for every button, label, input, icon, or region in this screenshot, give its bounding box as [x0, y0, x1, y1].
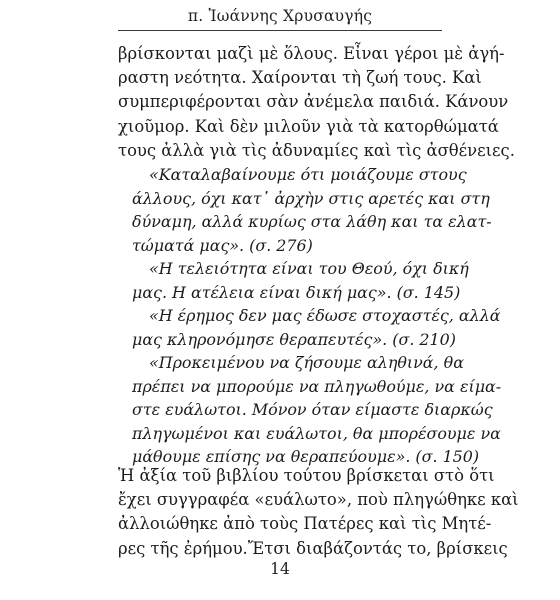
running-header: π. Ἰωάννης Χρυσαυγής — [187, 7, 373, 25]
quote-block — [132, 351, 502, 469]
quote-line: στε ευάλωτοι. Μόνον όταν είμαστε διαρκώς — [132, 400, 493, 420]
quote-line: «Η τελειότητα είναι του Θεού, όχι δική — [149, 259, 469, 278]
closing-paragraph — [118, 464, 519, 561]
quote-line: «Η έρημος δεν μας έδωσε στοχαστές, αλλά — [149, 306, 501, 325]
quote-block — [132, 304, 501, 351]
text-line: συμπεριφέρονται σὰν ἀνέμελα παιδιά. Κάνουν — [118, 92, 509, 112]
quote-line: δύναμη, αλλά κυρίως στα λάθη και τα ελατ- — [132, 212, 492, 232]
text-line: χιοῦμορ. Καὶ δὲν μιλοῦν γιὰ τὰ κατορθώματά — [118, 116, 499, 136]
text-line: ἔχει συγγραφέα «ευάλωτο», ποὺ πληγώθηκε καὶ — [118, 490, 519, 510]
text-line: τους ἀλλὰ γιὰ τὶς ἀδυναμίες καὶ τὶς ἀσθένειες. — [118, 140, 515, 160]
quote-line: «Καταλαβαίνουμε ότι μοιάζουμε στους — [149, 165, 467, 184]
quote-line: μάθουμε επίσης να θεραπεύουμε». (σ. 150) — [132, 447, 480, 467]
text-line: ραστη νεότητα. Χαίρονται τὴ ζωή τους. Καὶ — [118, 68, 482, 88]
text-line: Ἡ ἀξία τοῦ βιβλίου τούτου βρίσκεται στὸ ὅτι — [118, 466, 495, 485]
quote-block — [132, 257, 469, 304]
header-rule — [118, 30, 442, 31]
page-number: 14 — [270, 560, 290, 578]
quote-line: πρέπει να μπορούμε να πληγωθούμε, να είμα- — [132, 376, 502, 396]
text-line: ἀλλοιώθηκε ἀπὸ τοὺς Πατέρες καὶ τὶς Μητέ- — [118, 514, 492, 534]
quote-line: μας. Η ατέλεια είναι δική μας». (σ. 145) — [132, 282, 461, 302]
quote-line: μας κληρονόμησε θεραπευτές». (σ. 210) — [132, 329, 456, 349]
text-line: βρίσκονται μαζὶ μὲ ὅλους. Εἶναι γέροι μὲ ἀγή- — [118, 44, 505, 63]
quote-line: πληγωμένοι και ευάλωτοι, θα μπορέσουμε να — [132, 423, 501, 443]
quote-line: «Προκειμένου να ζήσουμε αληθινά, θα — [149, 353, 464, 372]
text-line: ρες τῆς ἐρήμου.Ἔτσι διαβάζοντάς το, βρίσκεις — [118, 538, 508, 558]
quote-line: άλλους, όχι κατ᾽ ἀρχὴν στις αρετές και στη — [132, 188, 490, 208]
quote-line: τώματά μας». (σ. 276) — [132, 235, 313, 255]
opening-paragraph — [118, 42, 515, 163]
quote-block — [132, 163, 492, 257]
